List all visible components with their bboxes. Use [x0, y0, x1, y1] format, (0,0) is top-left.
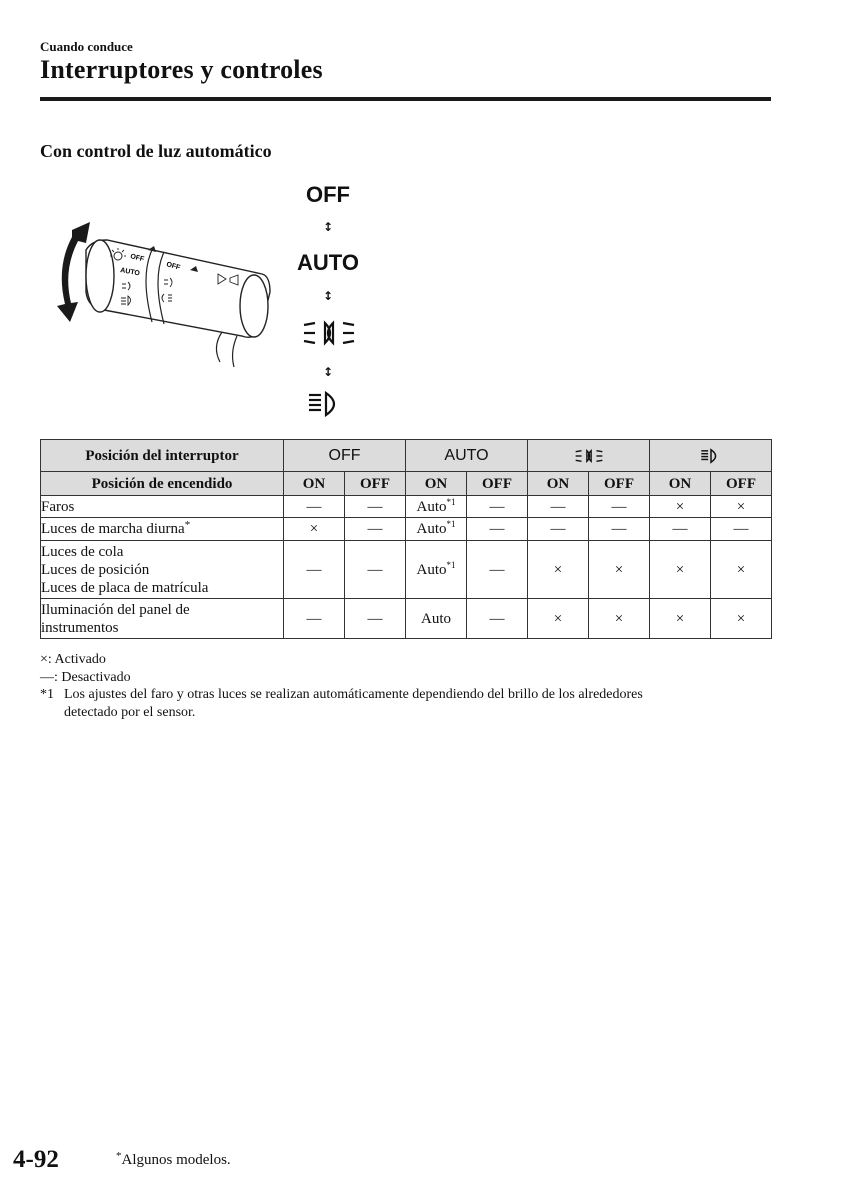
- light-switch-stalk-illustration: [52, 212, 282, 372]
- table-cell: —: [345, 599, 406, 639]
- table-cell: ×: [528, 599, 589, 639]
- stalk-label-off-2: OFF: [165, 261, 181, 272]
- ignition-header: OFF: [467, 472, 528, 496]
- footnote-text-line1: Los ajustes del faro y otras luces se realizan automáticamente dependiendo del brillo de los alrededores: [64, 687, 643, 702]
- table-cell: ×: [650, 541, 711, 599]
- table-cell: —: [467, 599, 528, 639]
- table-cell: —: [467, 541, 528, 599]
- table-cell: —: [589, 496, 650, 518]
- ignition-header: OFF: [345, 472, 406, 496]
- table-row: [41, 496, 772, 518]
- row-label-headlights: Faros: [41, 496, 284, 518]
- row-label-daytime-running-lights: Luces de marcha diurna*: [41, 518, 284, 541]
- table-cell: —: [650, 518, 711, 541]
- table-cell-auto: Auto$^{*1}$: [406, 496, 467, 518]
- table-cell: —: [467, 518, 528, 541]
- row-label-instrument-panel-illumination: Iluminación del panel de instrumentos: [41, 599, 284, 639]
- table-cell: —: [467, 496, 528, 518]
- ignition-header: ON: [650, 472, 711, 496]
- footnote-text-line2: detectado por el sensor.: [64, 704, 196, 720]
- table-cell-auto: Auto$^{*1}$: [406, 518, 467, 541]
- corner-switch-position: Posición del interruptor: [41, 440, 284, 472]
- table-cell: ×: [711, 541, 772, 599]
- section-label: Cuando conduce: [40, 39, 133, 54]
- table-cell: —: [528, 496, 589, 518]
- legend-deactivated: —: Desactivado: [40, 669, 131, 685]
- col-group-headlights: [650, 440, 772, 472]
- rotate-arrow-icon: [57, 222, 90, 322]
- table-cell: —: [345, 518, 406, 541]
- col-group-parking-lights: [528, 440, 650, 472]
- updown-arrow-icon: ↕: [322, 220, 334, 234]
- footnote-mark: *1: [40, 687, 54, 702]
- ignition-header: ON: [528, 472, 589, 496]
- table-cell: ×: [528, 541, 589, 599]
- table-cell: ×: [650, 496, 711, 518]
- table-cell: —: [284, 496, 345, 518]
- light-status-table: [40, 439, 772, 639]
- parking-lights-icon: [298, 318, 360, 348]
- table-cell: ×: [284, 518, 345, 541]
- table-cell: —: [711, 518, 772, 541]
- headlight-icon: [699, 448, 723, 464]
- mode-off-label: OFF: [306, 182, 350, 207]
- table-row: [41, 541, 772, 599]
- stalk-label-auto: AUTO: [119, 267, 141, 278]
- row-label-tail-position-plate-lights: Luces de cola Luces de posición Luces de placa de matrícula: [41, 541, 284, 599]
- table-cell: ×: [711, 496, 772, 518]
- table-cell-auto: Auto$^{*1}$: [406, 541, 467, 599]
- col-group-off: OFF: [284, 440, 406, 472]
- table-cell: ×: [589, 599, 650, 639]
- ignition-header: OFF: [589, 472, 650, 496]
- table-cell: ×: [711, 599, 772, 639]
- stalk-label-off-1: OFF: [129, 253, 145, 264]
- mode-auto-label: AUTO: [297, 250, 359, 275]
- updown-arrow-icon: ↕: [322, 289, 334, 303]
- table-cell: —: [345, 496, 406, 518]
- ignition-header: ON: [284, 472, 345, 496]
- table-row: [41, 599, 772, 639]
- legend-activated: ×: Activado: [40, 652, 106, 667]
- table-cell: ×: [589, 541, 650, 599]
- page-title: Interruptores y controles: [40, 55, 323, 84]
- updown-arrow-icon: ↕: [322, 365, 334, 379]
- table-cell: —: [528, 518, 589, 541]
- ignition-header: ON: [406, 472, 467, 496]
- ignition-header: OFF: [711, 472, 772, 496]
- parking-lights-icon: [572, 448, 606, 464]
- footnote-1: [40, 686, 643, 721]
- title-divider: [40, 97, 771, 101]
- col-group-auto: AUTO: [406, 440, 528, 472]
- table-cell: —: [284, 541, 345, 599]
- table-cell: —: [589, 518, 650, 541]
- table-row: [41, 518, 772, 541]
- headlight-icon: [306, 390, 346, 418]
- table-cell: ×: [650, 599, 711, 639]
- table-cell: Auto: [406, 599, 467, 639]
- page-number: 4-92: [13, 1146, 59, 1173]
- subsection-heading: Con control de luz automático: [40, 141, 272, 161]
- corner-ignition-position: Posición de encendido: [41, 472, 284, 496]
- page-footnote: *Algunos modelos.: [116, 1150, 231, 1168]
- table-cell: —: [284, 599, 345, 639]
- table-cell: —: [345, 541, 406, 599]
- table-legend: [40, 651, 643, 721]
